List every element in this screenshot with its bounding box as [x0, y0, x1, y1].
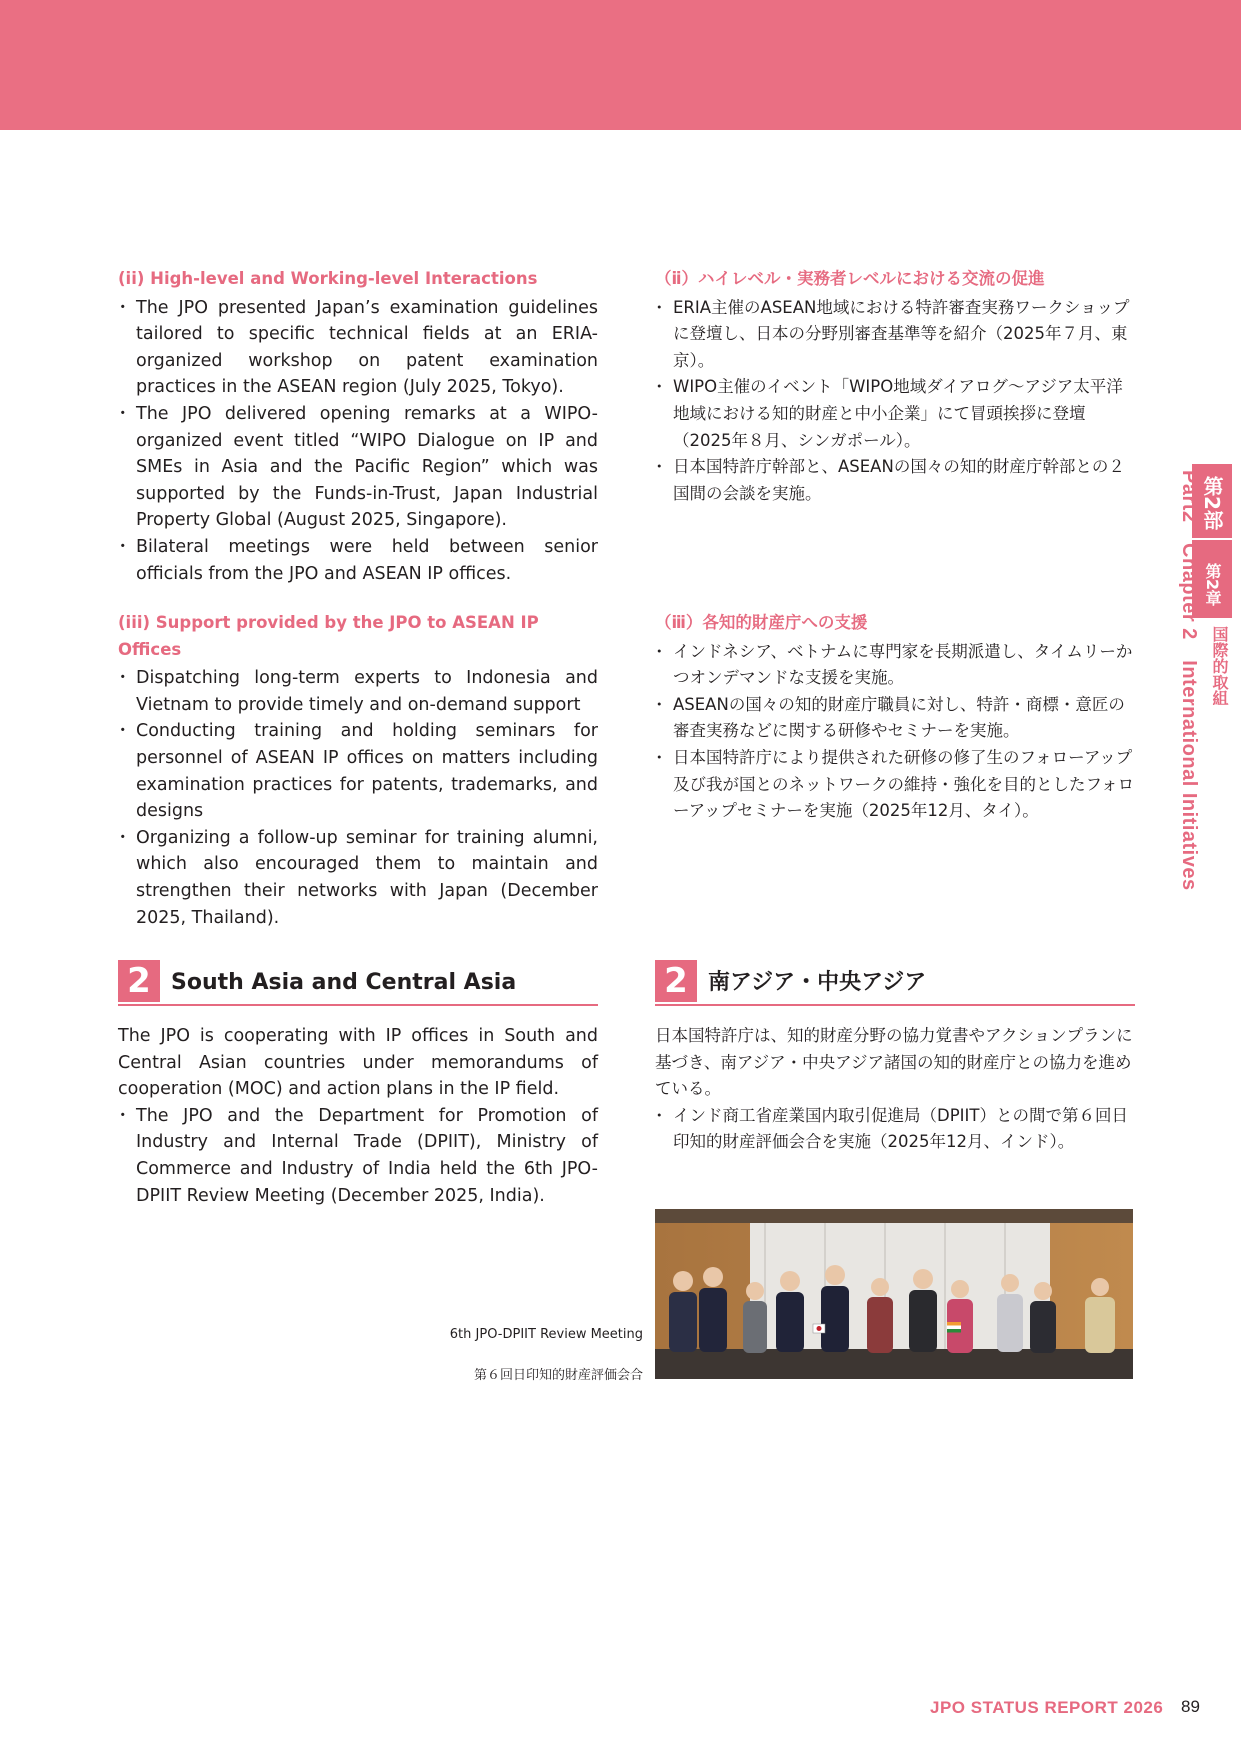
section-heading-en	[118, 960, 598, 1006]
side-title-ja: 国際的取組	[1210, 626, 1229, 706]
side-tab-chapter: 第2章	[1192, 540, 1232, 618]
section-heading-ja	[655, 960, 1135, 1006]
section-number-badge: 2	[118, 960, 160, 1002]
list-item: ・ インド商工省産業国内取引促進局（DPIIT）との間で第６回日印知的財産評価会合を実施（2025年12月、インド）。	[655, 1103, 1135, 1156]
list-item: ・ 日本国特許庁幹部と、ASEANの国々の知的財産庁幹部との２国間の会談を実施。	[655, 454, 1135, 507]
subheading-iii-en: (iii) Support provided by the JPO to ASEAN IP Offices	[118, 613, 539, 659]
list-sec2-ja	[655, 1103, 1135, 1156]
list-ii-ja	[655, 295, 1135, 508]
list-item: ・ インドネシア、ベトナムに専門家を長期派遣し、タイムリーかつオンデマンドな支援を実施。	[655, 639, 1135, 692]
list-item: ・ Conducting training and holding seminars for personnel of ASEAN IP offices on matters including examination practices for patents, trademarks, and designs	[118, 718, 598, 824]
list-ii-en	[118, 295, 598, 588]
page-number: 89	[1181, 1697, 1200, 1716]
list-iii-ja	[655, 639, 1135, 825]
photo-caption-ja: 第６回日印知的財産評価会合	[473, 1368, 643, 1383]
section2-body-ja	[655, 1023, 1135, 1156]
subheading-iii-ja: （ⅲ）各知的財産庁への支援	[655, 613, 868, 632]
list-item: ・ Organizing a follow-up seminar for training alumni, which also encouraged them to maintain and strengthen their networks with Japan (December 2025, Thailand).	[118, 825, 598, 931]
section-title: South Asia and Central Asia	[171, 970, 517, 995]
section-number-badge: 2	[655, 960, 697, 1002]
intro-paragraph: 日本国特許庁は、知的財産分野の協力覚書やアクションプランに基づき、南アジア・中央アジア諸国の知的財産庁との協力を進めている。	[655, 1026, 1133, 1099]
side-title-en: Part2 Chapter 2 International Initiatives	[1178, 470, 1200, 891]
english-column-middle	[118, 610, 598, 931]
photo-caption-en: 6th JPO-DPIIT Review Meeting	[449, 1327, 643, 1342]
list-iii-en	[118, 665, 598, 931]
intro-paragraph: The JPO is cooperating with IP offices in South and Central Asian countries under memorandums of cooperation (MOC) and action plans in the IP field.	[118, 1026, 598, 1100]
english-column-upper	[118, 266, 598, 587]
list-item: ・ ASEANの国々の知的財産庁職員に対し、特許・商標・意匠の審査実務などに関する研修やセミナーを実施。	[655, 692, 1135, 745]
list-item: ・ Dispatching long-term experts to Indonesia and Vietnam to provide timely and on-demand support	[118, 665, 598, 718]
list-item: ・ The JPO presented Japan’s examination guidelines tailored to specific technical fields at an ERIA-organized workshop on patent examination practices in the ASEAN region (July 2025, Tokyo).	[118, 295, 598, 401]
list-item: ・ ERIA主催のASEAN地域における特許審査実務ワークショップに登壇し、日本の分野別審査基準等を紹介（2025年７月、東京）。	[655, 295, 1135, 375]
japanese-column-upper	[655, 266, 1135, 507]
section2-body-en	[118, 1023, 598, 1209]
meeting-photo	[655, 1209, 1133, 1379]
list-item: ・ The JPO and the Department for Promotion of Industry and Internal Trade (DPIIT), Ministry of Commerce and Industry of India held the 6th JPO-DPIIT Review Meeting (December 2025, India).	[118, 1103, 598, 1209]
list-item: ・ The JPO delivered opening remarks at a WIPO-organized event titled “WIPO Dialogue on IP and SMEs in Asia and the Pacific Region” which was supported by the Funds-in-Trust, Japan Industrial Property Global (August 2025, Singapore).	[118, 401, 598, 534]
japanese-column-middle	[655, 610, 1135, 825]
list-item: ・ Bilateral meetings were held between senior officials from the JPO and ASEAN IP offices.	[118, 534, 598, 587]
header-band	[0, 0, 1241, 130]
subheading-ii-ja: （ⅱ）ハイレベル・実務者レベルにおける交流の促進	[655, 269, 1045, 288]
list-item: ・ WIPO主催のイベント「WIPO地域ダイアログ～アジア太平洋地域における知的財産と中小企業」にて冒頭挨拶に登壇（2025年８月、シンガポール）。	[655, 374, 1135, 454]
list-item: ・ 日本国特許庁により提供された研修の修了生のフォローアップ及び我が国とのネットワークの維持・強化を目的としたフォローアップセミナーを実施（2025年12月、タイ）。	[655, 745, 1135, 825]
list-sec2-en	[118, 1103, 598, 1209]
side-tab-part: 第2部	[1192, 464, 1232, 538]
subheading-ii-en: (ii) High-level and Working-level Interactions	[118, 269, 538, 288]
meeting-photo-illustration	[655, 1209, 1133, 1379]
section-title: 南アジア・中央アジア	[708, 970, 927, 995]
footer-report-title: JPO STATUS REPORT 2026	[930, 1698, 1164, 1717]
